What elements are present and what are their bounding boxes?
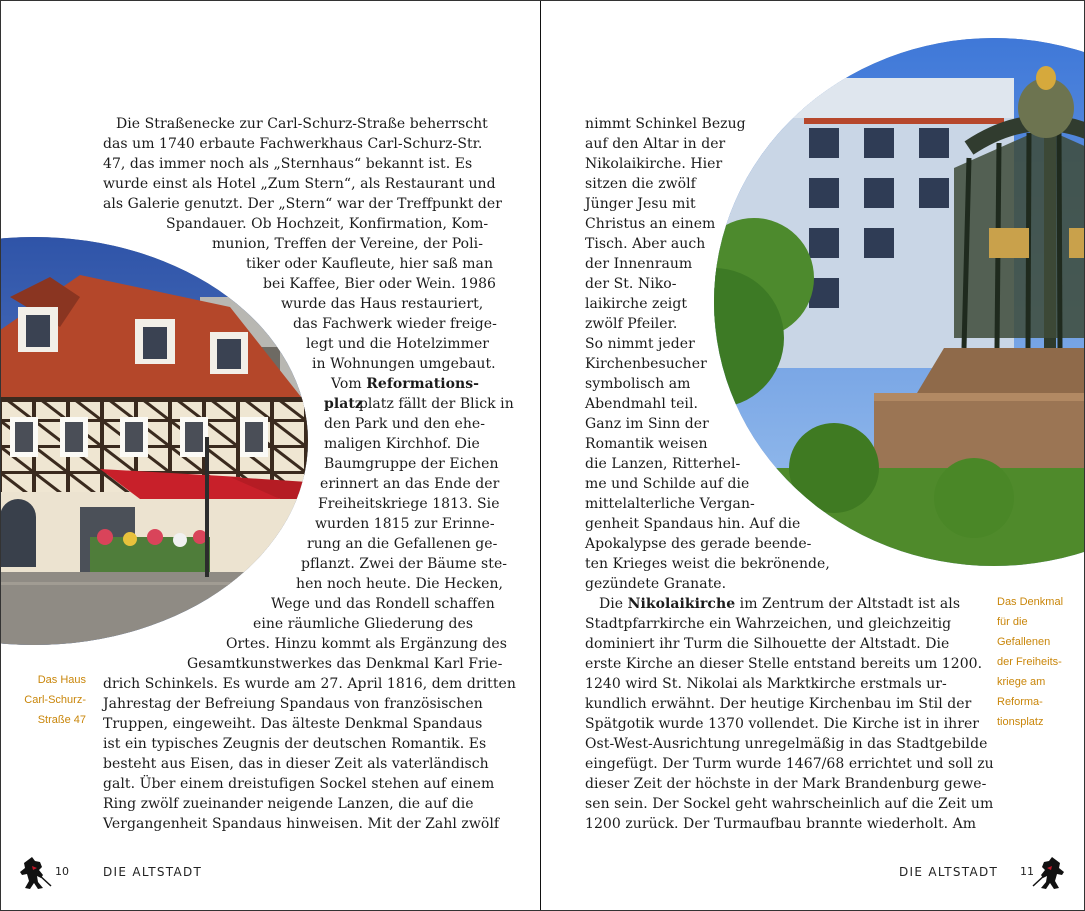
text-line: tiker oder Kaufleute, hier saß man xyxy=(246,256,494,272)
caption-line: tionsplatz xyxy=(997,716,1044,728)
photo-memorial xyxy=(714,38,1085,566)
photo-caption-left xyxy=(0,670,86,730)
text-line: mittelalterliche Vergan- xyxy=(585,496,755,512)
text-line: Spandauer. Ob Hochzeit, Konfirmation, Kom- xyxy=(166,216,489,232)
text-line: rung an die Gefallenen ge- xyxy=(307,536,498,552)
text-line: Nikolaikirche. Hier xyxy=(585,156,723,172)
text-line: Ortes. Hinzu kommt als Ergänzung des xyxy=(226,636,507,652)
photo-sternhaus xyxy=(0,237,308,645)
text-line: der Innenraum xyxy=(585,256,693,272)
text-line: die Lanzen, Ritterhel- xyxy=(585,456,741,472)
text-line: maligen Kirchhof. Die xyxy=(324,436,480,452)
text-line: Jahrestag der Befreiung Spandaus von französischen xyxy=(103,696,483,712)
text-line: erinnert an das Ende der xyxy=(320,476,500,492)
text-line: 47, das immer noch als „Sternhaus“ bekannt ist. Es xyxy=(103,156,473,172)
text-run: platz fällt der Blick in xyxy=(358,396,514,412)
text-line: munion, Treffen der Vereine, der Poli- xyxy=(212,236,483,252)
text-run: im Zentrum der Altstadt ist als xyxy=(735,596,961,612)
text-line: galt. Über einem dreistufigen Sockel stehen auf einem xyxy=(103,776,495,792)
text-line: Ring zwölf zueinander neigende Lanzen, die auf die xyxy=(103,796,474,812)
text-line: Ganz im Sinn der xyxy=(585,416,709,432)
text-line: in Wohnungen umgebaut. xyxy=(312,356,496,372)
text-line: sen sein. Der Sockel geht wahrscheinlich auf die Zeit um xyxy=(585,796,994,812)
text-line: bei Kaffee, Bier oder Wein. 1986 xyxy=(263,276,496,292)
text-line: 1200 zurück. Der Turmaufbau brannte wiederholt. Am xyxy=(585,816,977,832)
bold-term-platz: platz xyxy=(324,396,363,412)
text-line: wurden 1815 zur Erinne- xyxy=(315,516,495,532)
left-page xyxy=(0,0,540,911)
text-line: das um 1740 erbaute Fachwerkhaus Carl-Schurz-Str. xyxy=(103,136,483,152)
text-line: symbolisch am xyxy=(585,376,691,392)
text-line: wurde das Haus restauriert, xyxy=(281,296,484,312)
text-line: drich Schinkels. Es wurde am 27. April 1816, dem dritten xyxy=(103,676,516,692)
text-line: legt und die Hotelzimmer xyxy=(306,336,490,352)
caption-line: kriege am xyxy=(997,676,1046,688)
text-line: nimmt Schinkel Bezug xyxy=(585,116,746,132)
text-line: kundlich erwähnt. Der heutige Kirchenbau im Stil der xyxy=(585,696,972,712)
text-line: pflanzt. Zwei der Bäume ste- xyxy=(301,556,508,572)
text-line xyxy=(331,374,479,394)
text-line: der St. Niko- xyxy=(585,276,677,292)
text-line: Kirchenbesucher xyxy=(585,356,707,372)
caption-line: Das Haus xyxy=(37,674,86,686)
text-line: wurde einst als Hotel „Zum Stern“, als Restaurant und xyxy=(103,176,496,192)
text-line: 1240 wird St. Nikolai als Marktkirche erstmals ur- xyxy=(585,676,947,692)
text-line: hen noch heute. Die Hecken, xyxy=(296,576,504,592)
text-line: Abendmahl teil. xyxy=(585,396,698,412)
caption-line: Gefallenen xyxy=(997,636,1051,648)
text-line: Romantik weisen xyxy=(585,436,708,452)
text-line: Truppen, eingeweiht. Das älteste Denkmal Spandaus xyxy=(103,716,483,732)
caption-line: Straße 47 xyxy=(37,714,86,726)
berlin-bear-icon xyxy=(1032,856,1066,892)
bold-term-nikolaikirche: Nikolaikirche xyxy=(627,596,736,612)
caption-line: für die xyxy=(997,616,1028,628)
running-title: DIE ALTSTADT xyxy=(103,865,203,879)
text-line: Ost-West-Ausrichtung unregelmäßig in das Stadtgebilde xyxy=(585,736,988,752)
text-line: zwölf Pfeiler. xyxy=(585,316,678,332)
text-line xyxy=(599,594,960,614)
text-line: Christus an einem xyxy=(585,216,716,232)
page-number: 11 xyxy=(1020,865,1034,878)
text-line: sitzen die zwölf xyxy=(585,176,696,192)
text-line: auf den Altar in der xyxy=(585,136,726,152)
text-line: ist ein typisches Zeugnis der deutschen Romantik. Es xyxy=(103,736,487,752)
text-line: als Galerie genutzt. Der „Stern“ war der Treffpunkt der xyxy=(103,196,502,212)
text-line: me und Schilde auf die xyxy=(585,476,750,492)
caption-line: Das Denkmal xyxy=(997,596,1064,608)
text-line: besteht aus Eisen, das in dieser Zeit als vaterländisch xyxy=(103,756,489,772)
text-run: Vom xyxy=(331,376,367,392)
berlin-bear-icon xyxy=(18,856,52,892)
text-line: erste Kirche an dieser Stelle entstand bereits um 1200. xyxy=(585,656,983,672)
text-line: ten Krieges weist die bekrönende, xyxy=(585,556,830,572)
running-title: DIE ALTSTADT xyxy=(899,865,999,879)
caption-line: Carl-Schurz- xyxy=(24,694,86,706)
bold-term-reformationsplatz: Reformations- xyxy=(366,376,479,392)
text-line: eine räumliche Gliederung des xyxy=(253,616,474,632)
text-line: Spätgotik wurde 1370 vollendet. Die Kirche ist in ihrer xyxy=(585,716,980,732)
text-line: eingefügt. Der Turm wurde 1467/68 errichtet und soll zu xyxy=(585,756,994,772)
text-line: Stadtpfarrkirche ein Wahrzeichen, und gleichzeitig xyxy=(585,616,952,632)
text-line: Wege und das Rondell schaffen xyxy=(271,596,495,612)
text-line: laikirche zeigt xyxy=(585,296,688,312)
text-line: Freiheitskriege 1813. Sie xyxy=(318,496,500,512)
photo-caption-right xyxy=(997,592,1081,732)
text-line: dieser Zeit der höchste in der Mark Brandenburg gewe- xyxy=(585,776,987,792)
right-page xyxy=(541,0,1085,911)
text-line: Baumgruppe der Eichen xyxy=(324,456,499,472)
text-line xyxy=(324,394,514,414)
text-line: So nimmt jeder xyxy=(585,336,695,352)
text-line: Die Straßenecke zur Carl-Schurz-Straße beherrscht xyxy=(116,116,488,132)
text-line: dominiert ihr Turm die Silhouette der Altstadt. Die xyxy=(585,636,950,652)
caption-line: der Freiheits- xyxy=(997,656,1062,668)
text-line: Gesamtkunstwerkes das Denkmal Karl Frie- xyxy=(187,656,503,672)
text-line: Vergangenheit Spandaus hinweisen. Mit der Zahl zwölf xyxy=(103,816,500,832)
page-number: 10 xyxy=(55,865,69,878)
text-line: das Fachwerk wieder freige- xyxy=(293,316,497,332)
text-line: den Park und den ehe- xyxy=(324,416,486,432)
text-line: Tisch. Aber auch xyxy=(585,236,706,252)
text-line: Apokalypse des gerade beende- xyxy=(585,536,812,552)
text-line: gezündete Granate. xyxy=(585,576,727,592)
text-line: genheit Spandaus hin. Auf die xyxy=(585,516,801,532)
caption-line: Reforma- xyxy=(997,696,1043,708)
text-run: Die xyxy=(599,596,628,612)
text-line: Jünger Jesu mit xyxy=(585,196,696,212)
